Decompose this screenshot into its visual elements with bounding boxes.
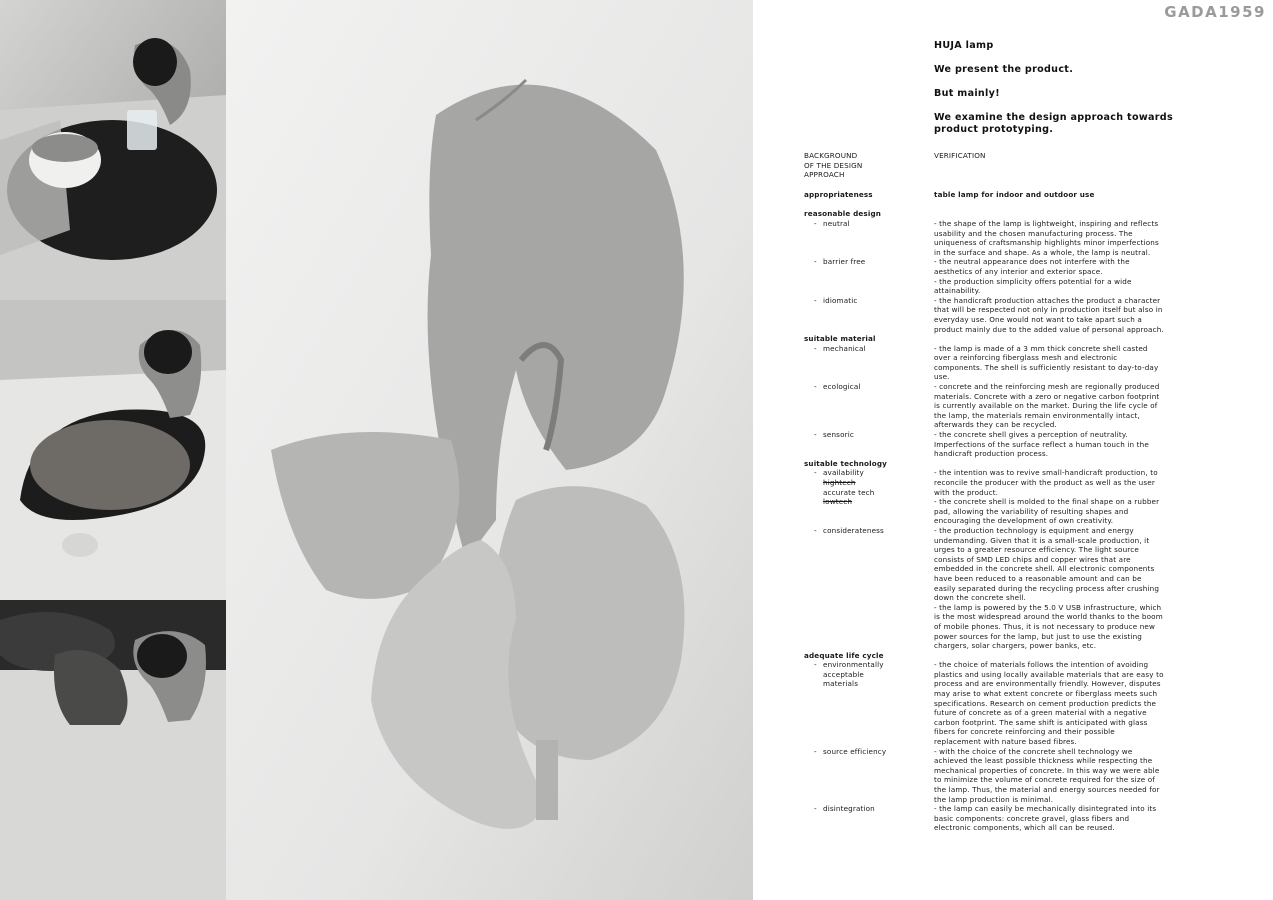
life-cycle-item-row: - environmentally acceptable materials - the choice of materials follows the intention of avoiding plastics and using locally available materials that are easy to process and are environmentally friendly. However, disputes may arise to what extent concrete or fiberglass meets such specifications. Research on cement production predicts the future of concrete as of a green material with a negative carbon footprint. The same shift is anticipated with glass fibers for concrete reinforcing and their possible replacement with nature based fibres. <box>814 660 1164 747</box>
design-verification-table <box>804 151 1164 833</box>
suitable-material-item-row: - ecological - concrete and the reinforcing mesh are regionally produced materials. Concrete with a zero or negative carbon footprint is currently available on the market. During the life cycle of the lamp, the materials remain environmentally intact, afterwards they can be recycled. <box>804 382 1164 430</box>
tech-level-lowtech: lowtech <box>823 497 853 507</box>
reasonable-design-item-row: - neutral - the shape of the lamp is lightweight, inspiring and reflects usability and the chosen manufacturing process. The uniqueness of craftsmanship highlights minor imperfections in the surface and shape. As a whole, the lamp is neutral. <box>804 219 1164 257</box>
section-adequate-life-cycle <box>804 660 1164 833</box>
suitable-material-item-text: - concrete and the reinforcing mesh are regionally produced materials. Concrete with a zero or negative carbon footprint is currently available on the market. During the life cycle of the lamp, the materials remain environmentally intact, afterwards they can be recycled. <box>934 382 1160 430</box>
row-availability: - availability hightech accurate tech lowtech - the intention was to revive small-handicraft production, to reconcile the producer with the product as well as the user with the product. - the concrete shell is molded to the final shape on a rubber pad, allowing the variability of resulting shapes and encouraging the development of own creativity. <box>804 468 1164 526</box>
photo-lamps-set <box>0 600 226 900</box>
section-title-reasonable-design: reasonable design <box>804 209 882 219</box>
life-cycle-item-text: - the lamp can easily be mechanically disintegrated into its basic components: concrete gravel, glass fibers and electronic components, which all can be reused. <box>934 804 1157 833</box>
life-cycle-item-label: environmentally acceptable materials <box>823 660 884 689</box>
considerateness-label: considerateness <box>823 525 884 535</box>
tech-level-hightech: hightech <box>823 478 856 487</box>
availability-label: availability <box>823 468 864 478</box>
row-considerateness: - considerateness - the production technology is equipment and energy undemanding. Given that it is a small-scale production, it urges to a greater resource efficiency. The light source consists of SMD LED chips and copper wires that are embedded in the concrete shell. All electronic components have been reduced to a reasonable amount and can be easily separated during the recycling process after crushing down the concrete shell. - the lamp is powered by the 5.0 V USB infrastructure, which is the most widespread around the world thanks to the boom of mobile phones. Thus, it is not necessary to produce new power sources for the lamp, but just to use the existing chargers, solar chargers, power banks, etc. <box>814 525 1163 651</box>
suitable-material-item-text: - the concrete shell gives a perception of neutrality. Imperfections of the surface reflect a human touch in the handicraft production process. <box>934 430 1149 459</box>
photo-lamp-with-bowl <box>0 0 226 300</box>
reasonable-design-item-row: - idiomatic - the handicraft production attaches the product a character that will be respected not only in production itself but also in everyday use. One would not want to take apart such a product mainly due to the added value of personal approach. <box>814 295 1164 334</box>
intro-line-3: We examine the design approach towards product prototyping. <box>934 112 1173 135</box>
header-right: VERIFICATION <box>934 151 986 160</box>
section-title-suitable-technology: suitable technology <box>804 458 887 468</box>
intro-line-1: We present the product. <box>934 64 1074 75</box>
suitable-material-item-text: - the lamp is made of a 3 mm thick concrete shell casted over a reinforcing fiberglass mesh and electronic components. The shell is sufficiently resistant to day-to-day use. <box>934 343 1159 382</box>
verification-appropriateness: table lamp for indoor and outdoor use <box>934 189 1095 199</box>
suitable-material-item-row: - sensoric - the concrete shell gives a perception of neutrality. Imperfections of the surface reflect a human touch in the handicraft production process. <box>804 430 1164 459</box>
life-cycle-item-label: disintegration <box>823 804 875 814</box>
availability-text: - the intention was to revive small-handicraft production, to reconcile the producer with the product as well as the user with the product. - the concrete shell is molded to the final shape on a rubber pad, allowing the variability of resulting shapes and encouraging the development of own creativity. <box>934 468 1160 526</box>
header-left-2: OF THE DESIGN <box>804 160 863 170</box>
section-reasonable-design <box>804 219 1164 334</box>
life-cycle-item-label: source efficiency <box>823 746 887 756</box>
brand-logo-text: GADA1959 <box>1164 3 1266 21</box>
suitable-material-item-label: ecological <box>823 382 861 392</box>
suitable-material-item-row: - mechanical - the lamp is made of a 3 mm thick concrete shell casted over a reinforcing fiberglass mesh and electronic components. The shell is sufficiently resistant to day-to-day use. <box>804 344 1164 382</box>
section-title-appropriateness: appropriateness <box>804 189 873 199</box>
intro-line-2: But mainly! <box>934 88 1000 99</box>
photo-concrete-shells <box>226 0 753 900</box>
section-title-suitable-material: suitable material <box>804 334 876 344</box>
reasonable-design-item-label: neutral <box>823 218 850 228</box>
section-title-adequate-life-cycle: adequate life cycle <box>804 650 884 660</box>
reasonable-design-item-label: idiomatic <box>823 295 858 305</box>
tech-level-accurate: accurate tech <box>823 487 875 497</box>
section-suitable-material <box>804 344 1164 459</box>
reasonable-design-item-text: - the neutral appearance does not interfere with the aesthetics of any interior and exterior space. - the production simplicity offers potential for a wide attainability. <box>934 257 1132 296</box>
life-cycle-item-text: - the choice of materials follows the intention of avoiding plastics and using locally available materials that are easy to process and are environmentally friendly. However, disputes may arise to what extent concrete or fiberglass meets such specifications. Research on cement production predicts the future of concrete as of a green material with a negative carbon footprint. The same shift is anticipated with glass fibers for concrete reinforcing and their possible replacement with nature based fibres. <box>934 660 1164 747</box>
reasonable-design-item-text: - the shape of the lamp is lightweight, inspiring and reflects usability and the chosen manufacturing process. The uniqueness of craftsmanship highlights minor imperfections in the surface and shape. As a whole, the lamp is neutral. <box>934 218 1159 257</box>
life-cycle-item-text: - with the choice of the concrete shell technology we achieved the least possible thickness while respecting the mechanical properties of concrete. In this way we were able to minimize the volume of concrete required for the size of the lamp. Thus, the material and energy sources needed for the lamp production is minimal. <box>934 746 1160 804</box>
considerateness-text: - the production technology is equipment and energy undemanding. Given that it is a small-scale production, it urges to a greater resource efficiency. The light source consists of SMD LED chips and copper wires that are embedded in the concrete shell. All electronic components have been reduced to a reasonable amount and can be easily separated during the recycling process after crushing down the concrete shell. - the lamp is powered by the 5.0 V USB infrastructure, which is the most widespread around the world thanks to the boom of mobile phones. Thus, it is not necessary to produce new power sources for the lamp, but just to use the existing chargers, solar chargers, power banks, etc. <box>934 525 1163 651</box>
suitable-material-item-label: mechanical <box>823 343 866 353</box>
reasonable-design-item-text: - the handicraft production attaches the product a character that will be respected not only in production itself but also in everyday use. One would not want to take apart such a product mainly due to the added value of personal approach. <box>934 295 1164 334</box>
intro-title: HUJA lamp <box>934 40 994 51</box>
header-left-1: BACKGROUND <box>804 151 858 160</box>
life-cycle-item-row: - source efficiency - with the choice of the concrete shell technology we achieved the least possible thickness while respecting the mechanical properties of concrete. In this way we were able to minimize the volume of concrete required for the size of the lamp. Thus, the material and energy sources needed for the lamp production is minimal. <box>804 747 1164 805</box>
reasonable-design-item-label: barrier free <box>823 257 866 267</box>
reasonable-design-item-row: - barrier free - the neutral appearance does not interfere with the aesthetics of any interior and exterior space. - the production simplicity offers potential for a wide attainability. <box>804 257 1164 295</box>
suitable-material-item-label: sensoric <box>823 430 854 440</box>
photo-lamp-on-plate <box>0 300 226 600</box>
intro-block <box>934 40 1174 148</box>
row-appropriateness <box>804 190 1164 200</box>
life-cycle-item-row: - disintegration - the lamp can easily be mechanically disintegrated into its basic components: concrete gravel, glass fibers and electronic components, which all can be reused. <box>804 804 1164 833</box>
header-left-3: APPROACH <box>804 170 845 180</box>
table-header <box>804 151 1164 180</box>
